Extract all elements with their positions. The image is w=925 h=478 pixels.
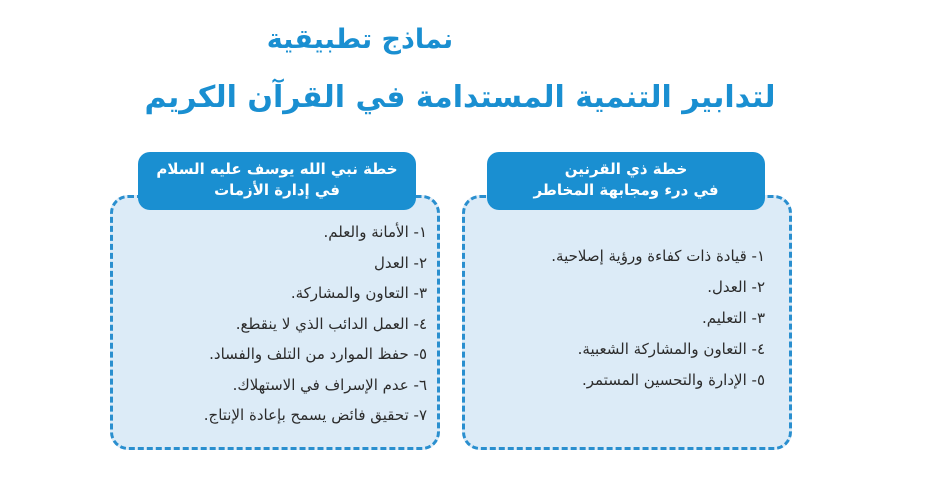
yusuf-plan-list xyxy=(204,217,427,431)
list-item: ٣- التعاون والمشاركة. xyxy=(290,284,427,302)
list-item: ٤- العمل الدائب الذي لا ينقطع. xyxy=(235,314,427,333)
dhul-qarnayn-plan-header xyxy=(487,152,765,210)
dhul-qarnayn-plan-header-line1: خطة ذي القرنين xyxy=(564,160,688,178)
list-item: ٥- حفظ الموارد من التلف والفساد. xyxy=(209,345,427,363)
yusuf-plan-header-line2: في إدارة الأزمات xyxy=(214,181,340,199)
dhul-qarnayn-plan-header-line2: في درء ومجابهة المخاطر xyxy=(533,181,719,199)
page-title: نماذج تطبيقية xyxy=(266,24,454,55)
list-item: ٦- عدم الإسراف في الاستهلاك. xyxy=(232,375,427,394)
list-item: ٥- الإدارة والتحسين المستمر. xyxy=(581,371,765,389)
list-item: ٤- التعاون والمشاركة الشعبية. xyxy=(577,340,765,358)
list-item: ٣- التعليم. xyxy=(702,309,765,327)
list-item: ٢- العدل. xyxy=(707,278,765,296)
yusuf-plan-header xyxy=(138,152,416,210)
yusuf-plan-header-line1: خطة نبي الله يوسف عليه السلام xyxy=(156,160,398,178)
dhul-qarnayn-plan-list xyxy=(551,241,765,396)
page-subtitle: لتدابير التنمية المستدامة في القرآن الكريم xyxy=(144,80,776,115)
list-item: ٢- العدل xyxy=(374,253,427,272)
list-item: ٧- تحقيق فائض يسمح بإعادة الإنتاج. xyxy=(203,406,427,424)
list-item: ١- الأمانة والعلم. xyxy=(323,223,427,241)
list-item: ١- قيادة ذات كفاءة ورؤية إصلاحية. xyxy=(551,247,765,265)
